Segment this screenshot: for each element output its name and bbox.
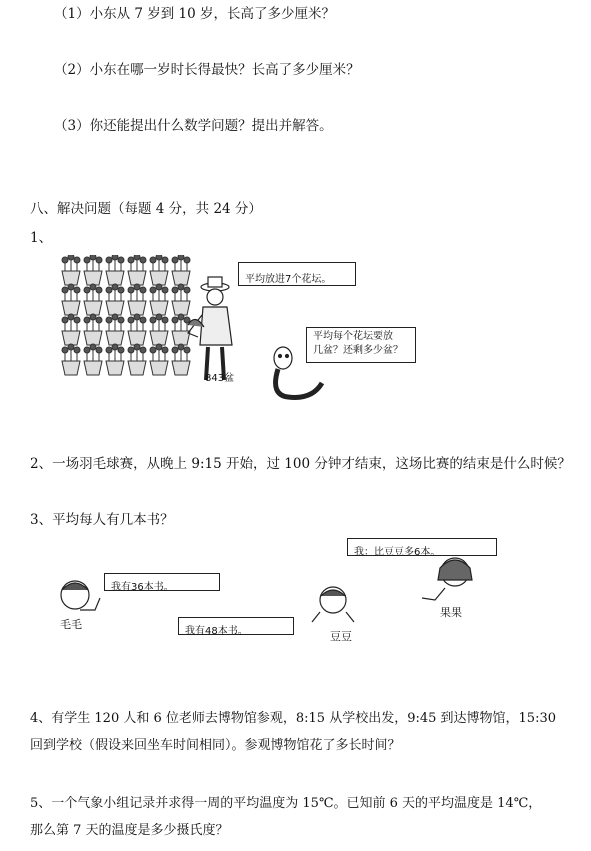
worm-speech-line-2: 几盆？还剩多少盆？: [313, 345, 403, 356]
worm-speech-line-1: 平均每个花坛要放: [313, 331, 393, 342]
gardener-speech-text: 平均放进7个花坛。: [245, 274, 332, 285]
maomao-speech-text: 我有36本书。: [111, 582, 174, 593]
guoguo-figure: [422, 558, 472, 600]
problem-3-question: 3、平均每人有几本书？: [30, 512, 174, 528]
flower-pot-grid: [62, 255, 190, 375]
question-1-2: （2）小东在哪一岁时长得最快？长高了多少厘米？: [54, 62, 360, 78]
doudou-speech-text: 我有48本书。: [185, 626, 248, 637]
problem-4-line-2: 回到学校（假设来回坐车时间相同）。参观博物馆花了多长时间？: [30, 738, 401, 753]
problem-2: 2、一场羽毛球赛，从晚上 9:15 开始，过 100 分钟才结束，这场比赛的结束是什么时候？: [30, 456, 571, 472]
problem-4-line-1: 4、有学生 120 人和 6 位老师去博物馆参观，8:15 从学校出发，9:45 到达博物馆，15:30: [30, 711, 556, 726]
maomao-name: 毛毛: [60, 618, 82, 631]
problem-5-line-1: 5、一个气象小组记录并求得一周的平均温度为 15℃。已知前 6 天的平均温度是 14℃，: [30, 796, 542, 811]
section-title: 八、解决问题（每题 4 分，共 24 分）: [30, 201, 262, 217]
doudou-name: 豆豆: [330, 630, 352, 643]
guoguo-speech-text: 我：比豆豆多6本。: [354, 547, 441, 558]
problem-5-line-2: 那么第 7 天的温度是多少摄氏度？: [30, 823, 229, 838]
problem-1-number: 1、: [30, 230, 53, 246]
gardener-speech-bubble: [238, 262, 356, 286]
maomao-figure: [61, 581, 100, 610]
guoguo-speech-bubble: [347, 538, 497, 556]
maomao-speech-bubble: [104, 573, 220, 591]
gardener-figure: [188, 277, 232, 380]
guoguo-name: 果果: [440, 606, 462, 619]
doudou-speech-bubble: [178, 617, 294, 635]
question-1-3: （3）你还能提出什么数学问题？提出并解答。: [54, 118, 333, 134]
worm-speech-bubble: [306, 327, 416, 363]
question-1-1: （1）小东从 7 岁到 10 岁，长高了多少厘米？: [54, 6, 336, 22]
pots-count-label: 843盆: [205, 373, 235, 384]
doudou-figure: [312, 587, 354, 622]
